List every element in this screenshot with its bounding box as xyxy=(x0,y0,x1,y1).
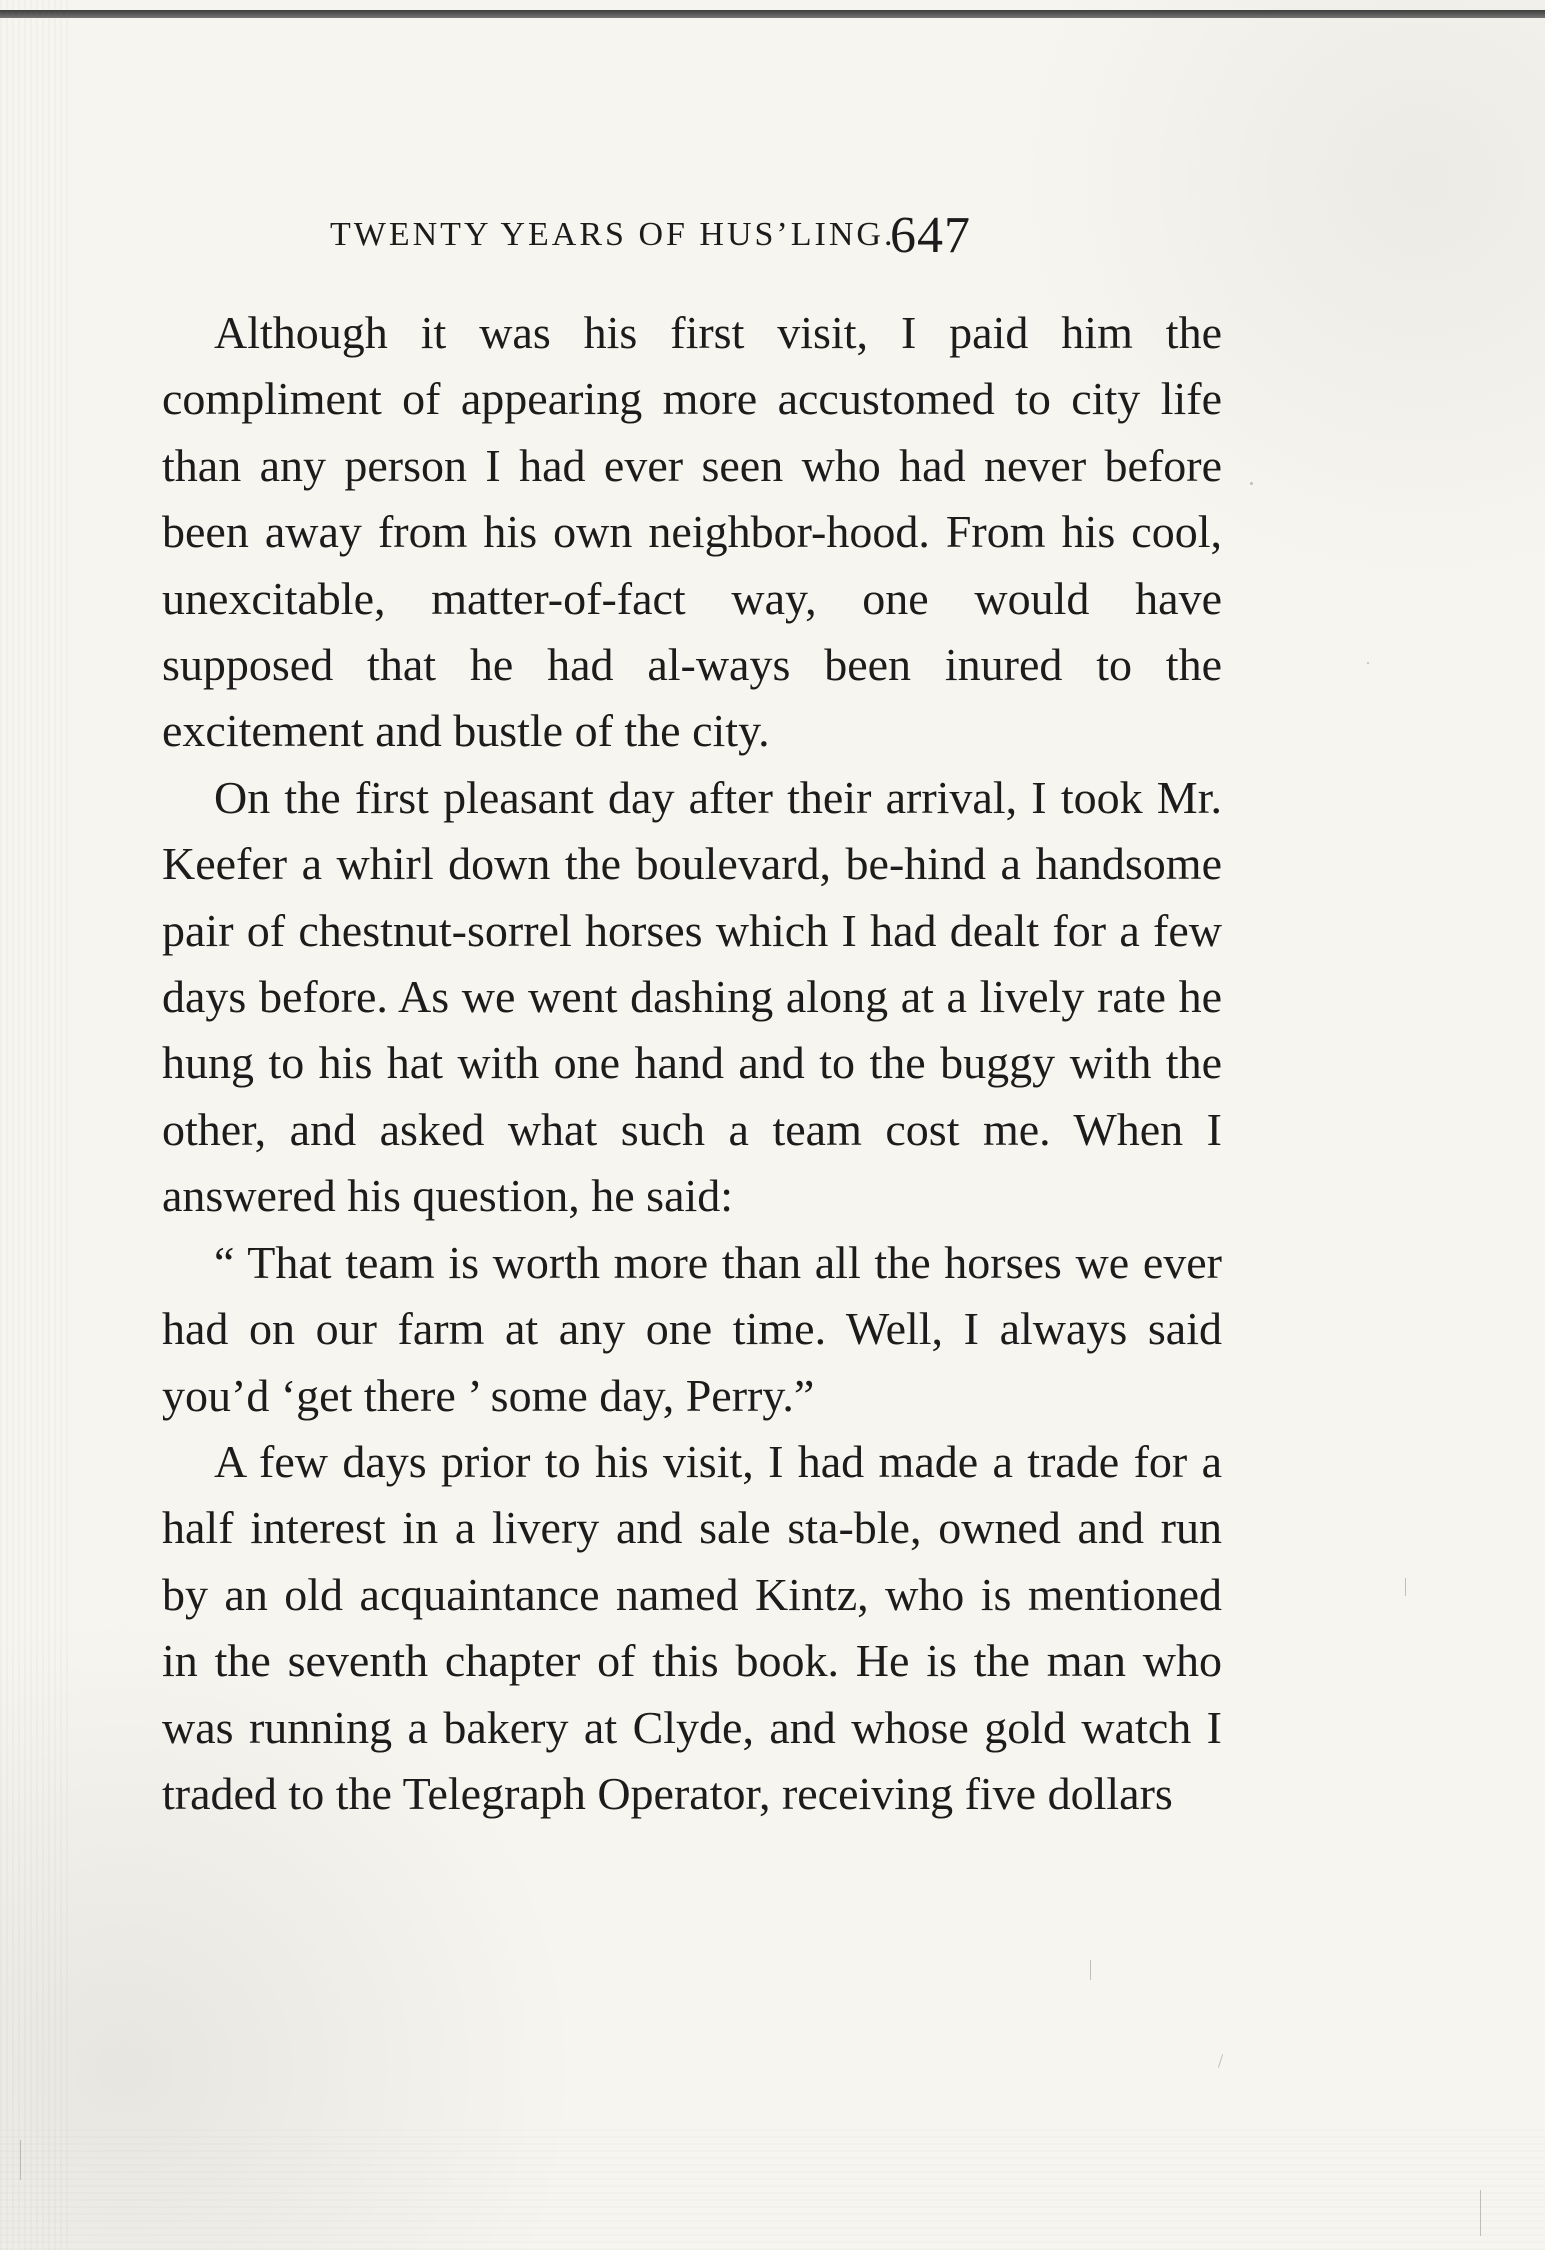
running-title: TWENTY YEARS OF HUS’LING. xyxy=(330,216,896,253)
scan-mark xyxy=(20,2140,21,2180)
page-text-block xyxy=(162,300,1222,1827)
left-scan-noise xyxy=(0,0,70,2250)
page-header xyxy=(330,206,1230,262)
bottom-scan-noise xyxy=(0,2130,1545,2250)
scan-mark xyxy=(1090,1960,1091,1980)
scan-mark xyxy=(1405,1578,1406,1596)
paragraph-4: A few days prior to his visit, I had made a trade for a half interest in a livery and sale sta-ble, owned and run by an old acquaintance named Kintz, who is mentioned in the seventh chapter of this book. He is the man who was running a bakery at Clyde, and whose gold watch I traded to the Telegraph Operator, receiving five dollars xyxy=(162,1435,1222,1819)
paragraph-2: On the first pleasant day after their arrival, I took Mr. Keefer a whirl down the boulevard, be-hind a handsome pair of chestnut-sorrel horses which I had dealt for a few days before. As we went dashing along at a lively rate he hung to his hat with one hand and to the buggy with the other, and asked what such a team cost me. When I answered his question, he said: xyxy=(162,771,1222,1222)
paragraph-3: “ That team is worth more than all the horses we ever had on our farm at any one time. Well, I always said you’d ‘get there ’ some day, Perry.” xyxy=(162,1236,1222,1421)
scan-speck xyxy=(1250,482,1253,485)
scan-mark xyxy=(1218,2054,1223,2068)
top-scan-edge xyxy=(0,10,1545,18)
paragraph-1: Although it was his first visit, I paid him the compliment of appearing more accustomed to city life than any person I had ever seen who had never before been away from his own neighbor-hood. From his cool, unexcitable, matter-of-fact way, one would have supposed that he had al-ways been inured to the excitement and bustle of the city. xyxy=(162,307,1222,757)
scan-speck xyxy=(1367,662,1369,664)
page-number: 647 xyxy=(890,207,971,264)
scan-mark xyxy=(1480,2190,1481,2236)
